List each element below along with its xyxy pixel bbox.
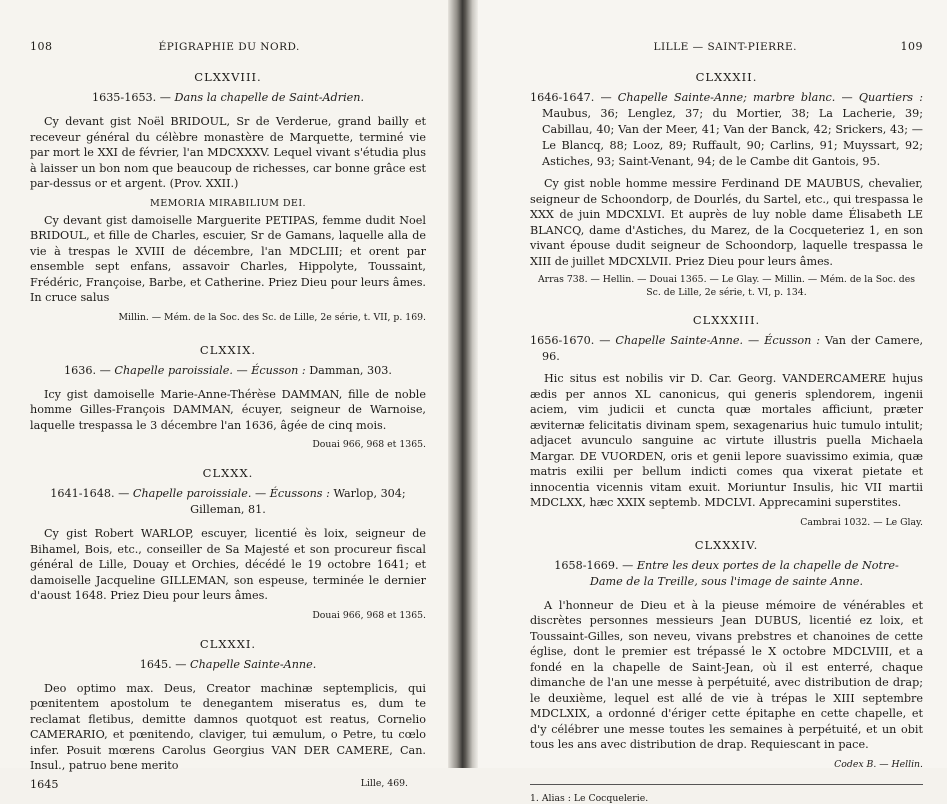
- right-page-number: 109: [900, 40, 923, 53]
- ecusson-value: Van der Camere, 96.: [542, 334, 924, 363]
- source-reference: Lille, 469.: [360, 777, 408, 789]
- right-page: [478, 0, 947, 804]
- source-reference: Arras 738. — Hellin. — Douai 1365. — Le Glay. — Millin. — Mém. de la Soc. des Sc. de Lille, 2e série, t. VI, p. 134.: [537, 274, 916, 298]
- inscription-heading: 1658-1669. — Entre les deux portes de la chapelle de Notre-Dame de la Treille, sous l'image de sainte Anne.: [554, 558, 899, 588]
- inscription-place: Entre les deux portes de la chapelle de Notre-Dame de la Treille, sous l'image de sainte Anne.: [589, 558, 899, 588]
- ecusson-value: Warlop, 304; Gilleman, 81.: [190, 487, 406, 516]
- right-page-header: [530, 40, 923, 56]
- inscription-heading: 1646-1647. — Chapelle Sainte-Anne; marbre blanc. — Quartiers : Maubus, 36; Lenglez, 37; du Mortier, 38; La Lacherie, 39; Cabillau, 40; Van der Meer, 41; Van der Banck, 42; Srickers, 43; — Le Blancq, 88; Looz, 89; Ruffault, 90; Carlins, 91; Muyssart, 92; Astiches, 93; Saint-Venant, 94; de le Cambe dit Gantois, 95.: [530, 91, 923, 168]
- left-page-number: 108: [30, 40, 53, 53]
- right-running-title: LILLE — SAINT-PIERRE.: [653, 41, 797, 53]
- quartiers-label: Quartiers :: [858, 91, 923, 104]
- inscription-footer: [30, 778, 426, 791]
- inscription-date: 1641-1648.: [50, 487, 115, 500]
- section-number: CLXXIX.: [199, 342, 257, 357]
- footnote-rule: [530, 784, 923, 785]
- source-reference: Millin. — Mém. de la Soc. des Sc. de Lille, 2e série, t. VII, p. 169.: [118, 311, 426, 323]
- inscription-heading: 1636. — Chapelle paroissiale. — Écusson : Damman, 303.: [64, 363, 392, 377]
- section-number: CLXXXIII.: [692, 313, 761, 327]
- source-reference: Cambrai 1032. — Le Glay.: [800, 516, 923, 528]
- inscription-text: Hic situs est nobilis vir D. Car. Georg. VANDERCAMERE hujus ædis per annos XL canonicus, qui generis splendorem, ingenii aciem, vim judicii et cuncta quæ mortales afficiunt, præter æviternæ felicitatis divinam spem, sexagenarius huic tumulo intulit; adjacet avunculo sanguine ac virtute illustris puella Michaela Margar. DE VUORDEN, oris et genii lepore suavissimo eximia, quæ matris exilii per bellum indicti comes qua vixerat pietate et innocentia vicennis vitam exuit. Moriuntur Insulis, hic VII martii MDCLXX, hæc XXIX septemb. MDCLVI. Apprecamini superstites.: [530, 372, 923, 509]
- inscription-place: Dans la chapelle de Saint-Adrien.: [174, 91, 365, 104]
- ecusson-value: Damman, 303.: [309, 363, 392, 377]
- inscription-date: 1658-1669.: [554, 558, 619, 572]
- inscription-heading: 1641-1648. — Chapelle paroissiale. — Écussons : Warlop, 304; Gilleman, 81.: [50, 487, 406, 516]
- inscription-text: Deo optimo max. Deus, Creator machinæ septemplicis, qui pœnitentem apostolum te denegantem miseratus es, dum te reclamat fletibus, demitte damnos quotquot est reatus, Cornelio CAMERARIO, et pœnitendo, claviger, tui æmulum, o Petre, tu cœlo infer. Posuit mœrens Carolus Georgius VAN DER CAMERE, Can. Insul., patruo bene merito: [30, 681, 426, 772]
- inscription-place: Chapelle Sainte-Anne.: [190, 657, 317, 671]
- source-reference: Codex B. — Hellin.: [834, 758, 923, 770]
- section-number: CLXXVIII.: [194, 70, 262, 84]
- left-page-header: [30, 40, 426, 56]
- section-number: CLXXXIV.: [694, 537, 759, 552]
- inscription-text: Icy gist damoiselle Marie-Anne-Thérèse DAMMAN, fille de noble homme Gilles-François DAMMAN, écuyer, seigneur de Warnoise, laquelle trespassa le 3 décembre l'an 1636, âgée de cinq mois.: [30, 387, 426, 432]
- section-number: CLXXXI.: [199, 636, 257, 651]
- inscription-date: 1635-1653.: [91, 91, 157, 104]
- inscription-date: 1646-1647.: [530, 91, 595, 104]
- inscription-text: Cy gist noble homme messire Ferdinand DE MAUBUS, chevalier, seigneur de Schoondorp, de Dourlés, du Sartel, etc., qui trespassa le XXX de juin MDCXLVI. Et auprès de luy noble dame Élisabeth LE BLANCQ, dame d'Astiches, du Marez, de la Cocqueteriez 1, en son vivant épouse dudit seigneur de Schoondorp, laquelle trespassa le XIII de juillet MDCXLVII. Priez Dieu pour leurs âmes.: [530, 177, 923, 268]
- inscription-place: Chapelle Sainte-Anne.: [615, 334, 744, 347]
- footnote: 1. Alias : Le Cocquelerie.: [530, 792, 649, 804]
- inscription-place: Chapelle paroissiale.: [114, 363, 233, 377]
- inscription-date: 1645.: [139, 657, 172, 671]
- inscription-text: Cy devant gist damoiselle Marguerite PETIPAS, femme dudit Noel BRIDOUL, et fille de Charles, escuier, Sr de Gamans, laquelle alla de vie à trespas le XVIII de décembre, l'an MDCLIII; et orent par ensemble sept enfans, assavoir Charles, Hippolyte, Toussaint, Frédéric, Françoise, Barbe, et Catherine. Priez Dieu pour leurs âmes. In cruce salus: [30, 213, 426, 304]
- inscription-place: Chapelle Sainte-Anne; marbre blanc.: [617, 91, 836, 104]
- memoria-line: MEMORIA MIRABILIUM DEI.: [150, 197, 306, 209]
- source-reference: Douai 966, 968 et 1365.: [312, 609, 426, 621]
- left-page: [0, 0, 448, 791]
- ecusson-label: Écussons :: [269, 487, 330, 500]
- ecusson-label: Écusson :: [251, 363, 306, 377]
- inscription-text: A l'honneur de Dieu et à la pieuse mémoire de vénérables et discrètes personnes messieurs Jean DUBUS, licentié ez loix, et Toussaint-Gilles, son neveu, vivans prebstres et chanoines de cette église, dont le premier est trépassé le X octobre MDCLVIII, et a fondé en la chapelle de Saint-Jean, où il est enterré, chaque dimanche de l'an une messe à perpétuité, avec distribution de drap; le deuxième, lequel est allé de vie à trépas le XIII septembre MDCLXIX, a ordonné d'ériger cette épitaphe en cette chapelle, et d'y célébrer une messe toutes les semaines à perpétuité, et un obit tous les ans avec distribution de drap. Requiescant in pace.: [530, 598, 923, 751]
- source-reference: Douai 966, 968 et 1365.: [312, 439, 426, 450]
- inscription-date: 1636.: [64, 363, 97, 377]
- ecusson-label: Écusson :: [764, 334, 821, 347]
- left-running-title: ÉPIGRAPHIE DU NORD.: [158, 41, 300, 53]
- section-number: CLXXX.: [202, 466, 254, 480]
- inscription-date: 1656-1670.: [530, 334, 595, 347]
- inscription-heading: 1635-1653. — Dans la chapelle de Saint-Adrien.: [91, 91, 365, 104]
- inscription-year: 1645: [30, 777, 59, 791]
- quartiers-list: Maubus, 36; Lenglez, 37; du Mortier, 38; La Lacherie, 39; Cabillau, 40; Van der Meer, 41; Van der Banck, 42; Srickers, 43; — Le Blancq, 88; Looz, 89; Ruffault, 90; Carlins, 91; Muyssart, 92; Astiches, 93; Saint-Venant, 94; de le Cambe dit Gantois, 95.: [542, 107, 923, 168]
- inscription-text: Cy devant gist Noël BRIDOUL, Sr de Verderue, grand bailly et receveur général du célèbre monastère de Marquette, terminé vie par mort le XXI de février, l'an MDCXXXV. Lequel vivant s'étudia plus à laisser un bon nom que beaucoup de richesses, car bonne grâce est par-dessus or et argent. (Prov. XXII.): [30, 115, 426, 190]
- inscription-heading: 1645. — Chapelle Sainte-Anne.: [139, 657, 317, 671]
- inscription-text: Cy gist Robert WARLOP, escuyer, licentié ès loix, seigneur de Bihamel, Bois, etc., conseiller de Sa Majesté et son procureur fiscal général de Lille, Douay et Orchies, décédé le 19 octobre 1641; et damoiselle Jacqueline GILLEMAN, son espeuse, terminée le dernier d'aoust 1648. Priez Dieu pour leurs âmes.: [30, 527, 426, 602]
- inscription-place: Chapelle paroissiale.: [132, 487, 252, 500]
- book-gutter: [448, 0, 478, 768]
- inscription-heading: 1656-1670. — Chapelle Sainte-Anne. — Écusson : Van der Camere, 96.: [530, 334, 924, 363]
- section-number: CLXXXII.: [695, 70, 758, 84]
